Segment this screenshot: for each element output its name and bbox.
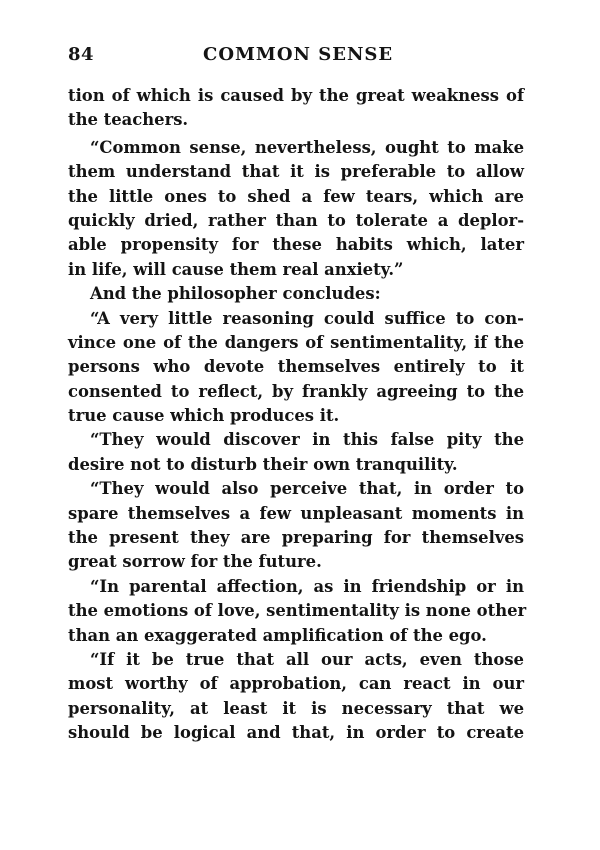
- text-line: should be logical and that, in order to create: [68, 723, 524, 743]
- text-line: consented to reflect, by frankly agreeing to the: [68, 381, 524, 401]
- text-line: desire not to disturb their own tranquility.: [68, 454, 458, 474]
- text-line: “They would discover in this false pity the: [90, 430, 524, 450]
- page-number: 84: [68, 44, 95, 65]
- text-line: able propensity for these habits which, later: [68, 235, 524, 255]
- text-line: persons who devote themselves entirely to it: [68, 357, 524, 377]
- text-line: “In parental affection, as in friendship or in: [90, 576, 524, 596]
- text-line: the present they are preparing for themselves: [68, 528, 524, 548]
- page-header: [68, 44, 528, 70]
- text-line: the teachers.: [68, 110, 189, 130]
- text-line: great sorrow for the future.: [68, 552, 322, 572]
- text-line: quickly dried, rather than to tolerate a deplor-: [68, 210, 524, 230]
- text-line: most worthy of approbation, can react in our: [68, 674, 524, 694]
- page-body-text: [68, 84, 527, 746]
- text-line: in life, will cause them real anxiety.”: [68, 259, 404, 279]
- text-line: vince one of the dangers of sentimentality, if the: [68, 332, 524, 352]
- text-line: spare themselves a few unpleasant moments in: [68, 503, 524, 523]
- text-line: them understand that it is preferable to allow: [68, 162, 524, 182]
- text-line: personality, at least it is necessary that we: [68, 698, 524, 718]
- text-line: true cause which produces it.: [68, 406, 340, 426]
- text-line: the little ones to shed a few tears, which are: [68, 186, 524, 206]
- text-line: “They would also perceive that, in order to: [90, 479, 524, 499]
- text-line: “Common sense, nevertheless, ought to make: [90, 137, 524, 157]
- text-line: “A very little reasoning could suffice to con-: [90, 308, 524, 328]
- text-line: the emotions of love, sentimentality is none other: [68, 601, 527, 621]
- text-line: “If it be true that all our acts, even those: [90, 649, 524, 669]
- text-line: than an exaggerated amplification of the ego.: [68, 625, 487, 645]
- text-line: And the philosopher concludes:: [90, 284, 381, 304]
- text-line: tion of which is caused by the great weakness of: [68, 86, 524, 105]
- running-title: COMMON SENSE: [203, 44, 394, 65]
